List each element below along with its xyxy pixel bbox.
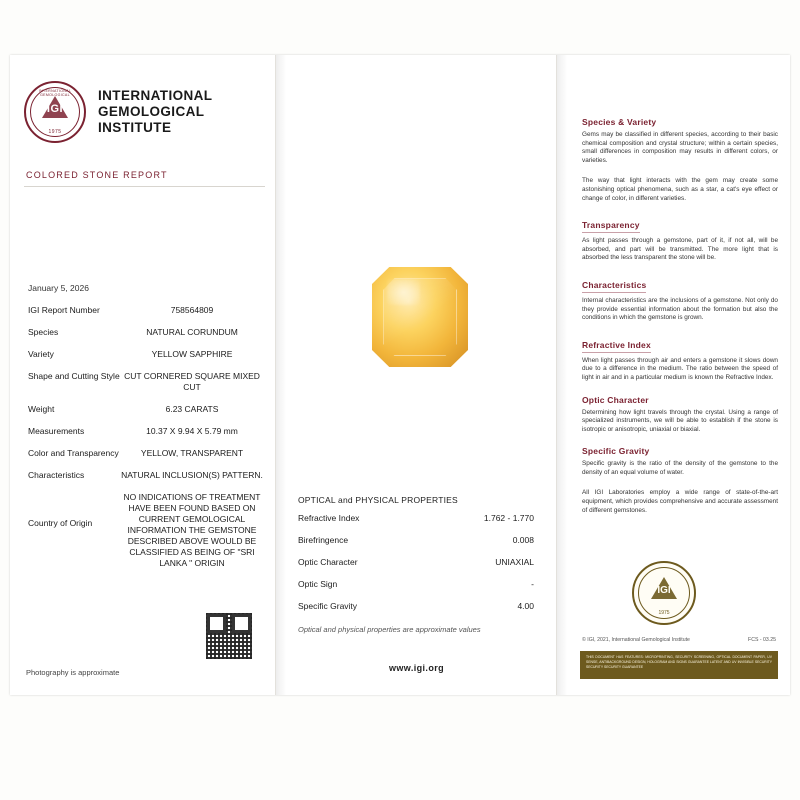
field-value: NATURAL CORUNDUM: [146, 327, 238, 337]
footer-seal-initials: IGI: [657, 585, 671, 596]
table-row: [298, 579, 534, 589]
center-panel: [276, 55, 557, 695]
field-row: [28, 426, 264, 437]
glossary-paragraph: Determining how light travels through the crystal. Using a range of specialized instruments, we will be able to establish if the stone is isotropic or anisotropic, uniaxial or biaxial.: [582, 408, 778, 433]
property-label: Birefringence: [298, 535, 349, 545]
glossary-paragraph: Specific gravity is the ratio of the density of the gemstone to the density of an equal volume of water.: [582, 460, 778, 476]
report-title: COLORED STONE REPORT: [26, 170, 168, 180]
gem-shape-icon: [372, 267, 468, 367]
form-code: FCS - 03.25: [748, 637, 776, 643]
field-value: 758564809: [170, 305, 214, 315]
field-row: [28, 404, 264, 415]
property-label: Refractive Index: [298, 513, 360, 523]
field-row: [28, 448, 264, 459]
optical-properties-table: [298, 513, 534, 623]
glossary-paragraph: Gems may be classified in different species, according to their basic chemical composition and crystal structure; within a certain species, small differences in composition may results in different colors, or varieties.: [582, 131, 778, 164]
field-value: 6.23 CARATS: [165, 404, 219, 414]
approximate-values-note: Optical and physical properties are approximate values: [298, 625, 481, 634]
field-label: Measurements: [28, 426, 85, 436]
glossary-paragraph: The way that light interacts with the gem may create some astonishing optical phenomena, such as a star, a cat's eye effect or change of color, in different varieties.: [582, 177, 778, 202]
seal-initials: IGI: [46, 103, 64, 115]
glossary-paragraph: All IGI Laboratories employ a wide range of state-of-the-art equipment, which provides comprehensive and accurate assessment of different gemstones.: [582, 489, 778, 514]
copyright-text: © IGI, 2021, International Gemological Institute: [582, 637, 690, 643]
glossary-paragraph: As light passes through a gemstone, part of it, if not all, will be absorbed, and part will be transmitted. The more light that is absorbed the less transparent the stone will be.: [582, 237, 778, 262]
table-row: [298, 557, 534, 567]
property-value: 0.008: [512, 535, 534, 545]
property-value: 1.762 - 1.770: [483, 513, 534, 523]
table-row: [298, 535, 534, 545]
field-label: Country of Origin: [28, 518, 93, 528]
glossary-section: [582, 117, 778, 527]
right-panel: [558, 55, 790, 695]
photography-note: Photography is approximate: [26, 668, 120, 677]
field-row: [28, 470, 264, 481]
glossary-paragraph: When light passes through air and enters a gemstone it slows down due to a difference in the medium. The ratio between the speed of light in air and in a particular medium is known the Refractive Index.: [582, 356, 778, 381]
property-value: 4.00: [517, 601, 534, 611]
property-label: Specific Gravity: [298, 601, 358, 611]
header-divider: [24, 186, 265, 187]
field-label: Species: [28, 327, 59, 337]
seal-arc-top: INTERNATIONAL GEMOLOGICAL: [38, 89, 72, 97]
field-row: [28, 327, 264, 338]
property-value: -: [531, 579, 534, 589]
glossary-heading: Refractive Index: [582, 340, 651, 353]
glossary-heading: Characteristics: [582, 280, 646, 293]
glossary-paragraph: Internal characteristics are the inclusions of a gemstone. Not only do they provide essential information about the formation but also the conditions in which the gemstone is grown.: [582, 296, 778, 322]
report-fields: [28, 305, 264, 580]
field-value: 10.37 X 9.94 X 5.79 mm: [146, 426, 238, 436]
glossary-heading: Specific Gravity: [582, 446, 650, 457]
website-link[interactable]: www.igi.org: [388, 663, 445, 673]
property-label: Optic Character: [298, 557, 358, 567]
field-label: Characteristics: [28, 470, 85, 480]
igi-footer-seal-icon: [632, 561, 696, 625]
glossary-heading: Optic Character: [582, 394, 649, 405]
field-label: Shape and Cutting Style: [28, 371, 120, 381]
certificate-card: [10, 55, 790, 695]
field-label: Weight: [28, 404, 55, 414]
field-row: [28, 349, 264, 360]
field-value: NATURAL INCLUSION(S) PATTERN.: [121, 470, 263, 480]
field-label: Color and Transparency: [28, 448, 119, 458]
footer-seal-year: 1975: [658, 610, 670, 616]
table-row: [298, 601, 534, 611]
gemstone-photo: [372, 267, 468, 367]
brand-line-1: INTERNATIONAL: [98, 88, 213, 103]
field-label: IGI Report Number: [28, 305, 100, 315]
qr-code-icon[interactable]: [206, 613, 252, 659]
field-row: [28, 371, 264, 393]
property-value: UNIAXIAL: [495, 557, 534, 567]
security-features-bar: THIS DOCUMENT HAS FEATURES: MICROPRINTING, SECURITY SCREENING, OPTICAL DOCUMENT PAPER, UV SENSE, ANTIBACKGROUND DESIGN, HOLOGRAM AND SIGNS GUARANTEE LATENT AND UV INVISIBLE SECURITY SECURITY SECURITY GUARANTEE: [580, 651, 778, 679]
field-row-origin: [28, 492, 264, 569]
gem-highlight: [387, 279, 420, 305]
brand-line-3: INSTITUTE: [98, 120, 172, 135]
brand-line-2: GEMOLOGICAL: [98, 104, 205, 119]
field-value: YELLOW SAPPHIRE: [151, 349, 233, 359]
glossary-heading: Species & Variety: [582, 117, 657, 127]
field-row: [28, 305, 264, 316]
field-value: NO INDICATIONS OF TREATMENT HAVE BEEN FOUND BASED ON CURRENT GEMOLOGICAL INFORMATION THE GEMSTONE DESCRIBED ABOVE WOULD BE CLASSIFIED AS BEING OF "SRI LANKA " ORIGIN: [123, 492, 261, 568]
field-label: Variety: [28, 349, 54, 359]
table-row: [298, 513, 534, 523]
optical-properties-title: OPTICAL and PHYSICAL PROPERTIES: [298, 495, 458, 505]
seal-year: 1975: [48, 129, 62, 135]
report-date: January 5, 2026: [28, 283, 89, 293]
glossary-heading: Transparency: [582, 220, 640, 233]
property-label: Optic Sign: [298, 579, 338, 589]
igi-seal-icon: [24, 81, 86, 143]
field-value: YELLOW, TRANSPARENT: [140, 448, 244, 458]
field-value: CUT CORNERED SQUARE MIXED CUT: [124, 371, 260, 392]
left-panel: [10, 55, 275, 695]
brand-block: [24, 81, 212, 143]
brand-name: [98, 88, 212, 136]
